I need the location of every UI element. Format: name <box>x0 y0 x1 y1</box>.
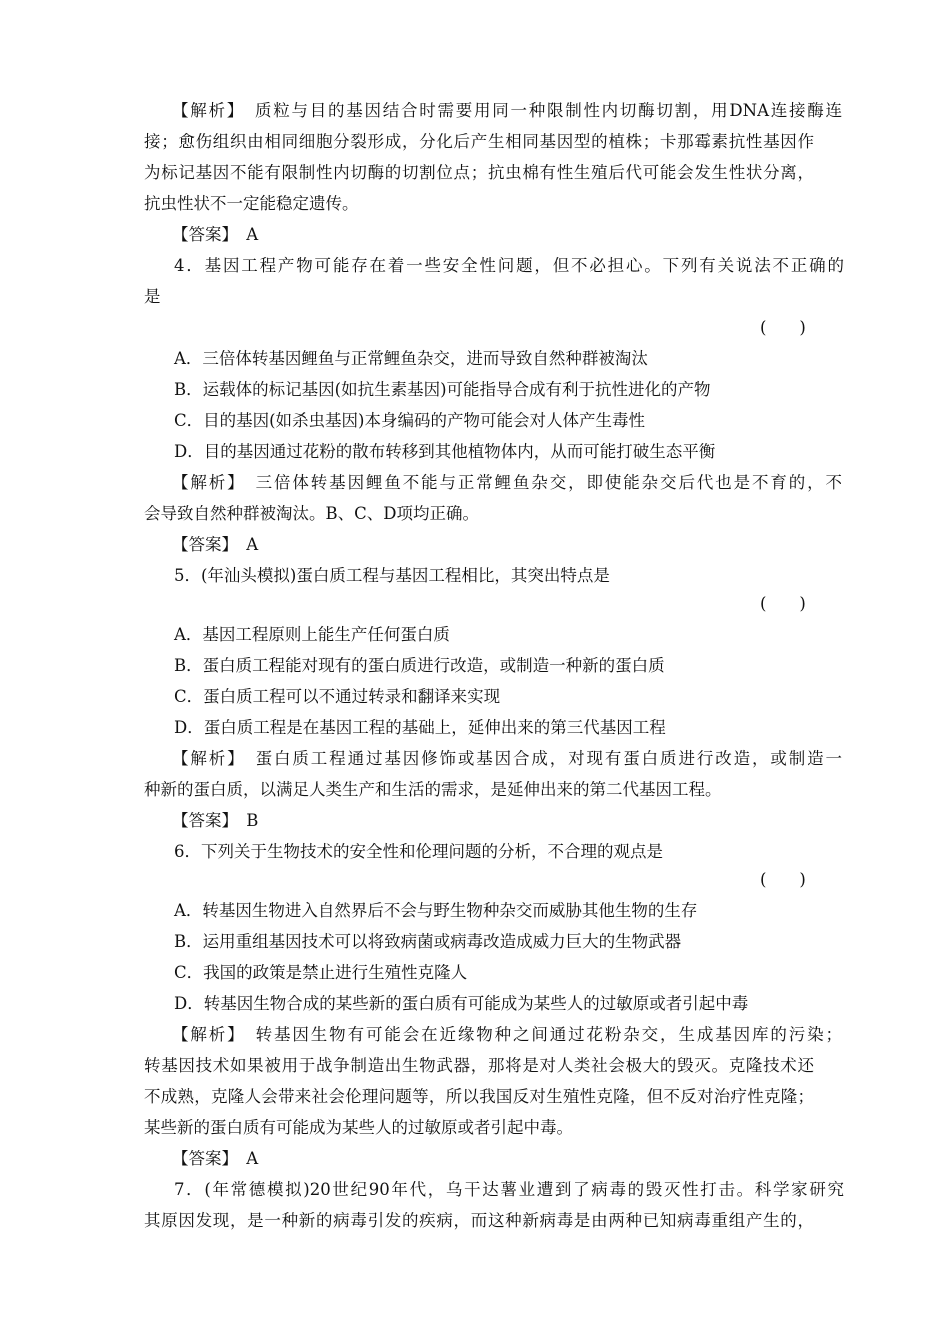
text-line: 是 <box>144 287 161 306</box>
text-line: C．蛋白质工程可以不通过转录和翻译来实现 <box>174 687 501 706</box>
text-line: D．蛋白质工程是在基因工程的基础上，延伸出来的第三代基因工程 <box>174 718 666 737</box>
text-line: 4．基因工程产物可能存在着一些安全性问题，但不必担心。下列有关说法不正确的 <box>174 256 844 275</box>
text-line: ( ) <box>760 318 806 337</box>
text-line: 【解析】 质粒与目的基因结合时需要用同一种限制性内切酶切割，用DNA连接酶连 <box>172 101 842 120</box>
text-line: 6．下列关于生物技术的安全性和伦理问题的分析，不合理的观点是 <box>174 842 663 861</box>
text-line: 【解析】 三倍体转基因鲤鱼不能与正常鲤鱼杂交，即使能杂交后代也是不育的，不 <box>172 473 842 492</box>
text-line: A．基因工程原则上能生产任何蛋白质 <box>174 625 450 644</box>
text-line: B．蛋白质工程能对现有的蛋白质进行改造，或制造一种新的蛋白质 <box>174 656 665 675</box>
text-line: A．转基因生物进入自然界后不会与野生物种杂交而威胁其他生物的生存 <box>174 901 698 920</box>
text-line: ( ) <box>760 594 806 613</box>
text-line: 转基因技术如果被用于战争制造出生物武器，那将是对人类社会极大的毁灭。克隆技术还 <box>144 1056 814 1075</box>
text-line: 不成熟，克隆人会带来社会伦理问题等，所以我国反对生殖性克隆，但不反对治疗性克隆； <box>144 1087 814 1106</box>
text-line: 会导致自然种群被淘汰。B、C、D项均正确。 <box>144 504 479 523</box>
text-line: 【答案】 A <box>172 225 259 244</box>
text-line: 5．(年汕头模拟)蛋白质工程与基因工程相比，其突出特点是 <box>174 566 610 585</box>
text-line: 【答案】 A <box>172 1149 259 1168</box>
text-line: D．转基因生物合成的某些新的蛋白质有可能成为某些人的过敏原或者引起中毒 <box>174 994 749 1013</box>
text-line: 某些新的蛋白质有可能成为某些人的过敏原或者引起中毒。 <box>144 1118 573 1137</box>
text-line: 【答案】 B <box>172 811 259 830</box>
text-line: 其原因发现，是一种新的病毒引发的疾病，而这种新病毒是由两种已知病毒重组产生的， <box>144 1211 814 1230</box>
text-line: B．运载体的标记基因(如抗生素基因)可能指导合成有利于抗性进化的产物 <box>174 380 711 399</box>
text-line: 抗虫性状不一定能稳定遗传。 <box>144 194 359 213</box>
text-line: 7．(年常德模拟)20世纪90年代，乌干达薯业遭到了病毒的毁灭性打击。科学家研究 <box>174 1180 844 1199</box>
text-line: 【解析】 转基因生物有可能会在近缘物种之间通过花粉杂交，生成基因库的污染； <box>172 1025 842 1044</box>
text-line: D．目的基因通过花粉的散布转移到其他植物体内，从而可能打破生态平衡 <box>174 442 716 461</box>
text-line: 接；愈伤组织由相同细胞分裂形成，分化后产生相同基因型的植株；卡那霉素抗性基因作 <box>144 132 814 151</box>
text-line: 种新的蛋白质，以满足人类生产和生活的需求，是延伸出来的第二代基因工程。 <box>144 780 722 799</box>
text-line: 【答案】 A <box>172 535 259 554</box>
text-line: C．目的基因(如杀虫基因)本身编码的产物可能会对人体产生毒性 <box>174 411 645 430</box>
text-line: 为标记基因不能有限制性内切酶的切割位点；抗虫棉有性生殖后代可能会发生性状分离， <box>144 163 814 182</box>
text-line: ( ) <box>760 870 806 889</box>
text-line: 【解析】 蛋白质工程通过基因修饰或基因合成，对现有蛋白质进行改造，或制造一 <box>172 749 842 768</box>
text-line: B．运用重组基因技术可以将致病菌或病毒改造成威力巨大的生物武器 <box>174 932 682 951</box>
text-line: A．三倍体转基因鲤鱼与正常鲤鱼杂交，进而导致自然种群被淘汰 <box>174 349 648 368</box>
text-line: C．我国的政策是禁止进行生殖性克隆人 <box>174 963 468 982</box>
